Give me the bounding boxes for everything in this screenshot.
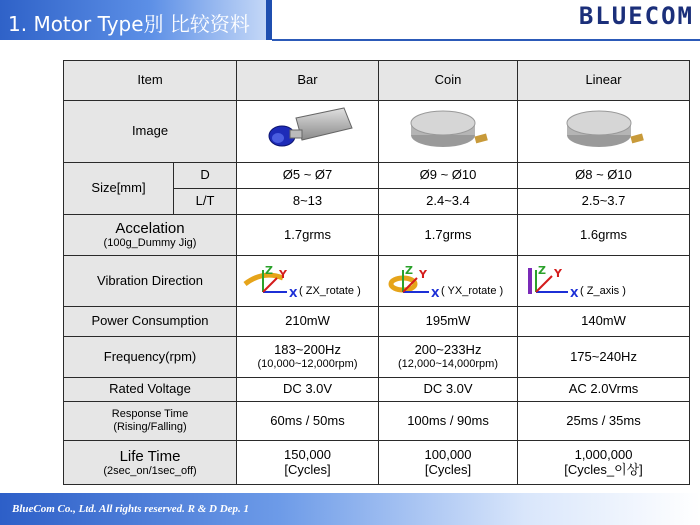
coin-lifetime [379, 441, 518, 485]
coin-lifetime-unit: [Cycles] [424, 461, 472, 477]
bar-vibration-text: ( ZX_rotate ) [299, 285, 361, 298]
coin-lifetime-value: 100,000 [424, 446, 472, 462]
header-row [64, 61, 690, 101]
coin-lt: 2.4~3.4 [379, 189, 518, 215]
bar-power: 210mW [237, 307, 379, 337]
footer-copyright: BlueCom Co., Ltd. All rights reserved. R & D Dep. 1 [12, 503, 250, 515]
voltage-row [64, 378, 690, 402]
yx-rotate-axis-icon [383, 264, 443, 300]
response-label: Response Time [111, 408, 189, 421]
lifetime-sub-label: (2sec_on/1sec_off) [103, 464, 197, 477]
bar-frequency-hz: 183~200Hz [274, 342, 341, 358]
response-label-cell [64, 402, 237, 441]
linear-lt: 2.5~3.7 [518, 189, 690, 215]
vibration-row [64, 256, 690, 307]
bar-lt: 8~13 [237, 189, 379, 215]
header-coin: Coin [379, 61, 518, 101]
z-axis-icon [522, 264, 582, 300]
accel-label-cell [64, 215, 237, 256]
vibration-label: Vibration Direction [64, 256, 237, 307]
header-divider [272, 39, 700, 41]
bar-frequency [237, 337, 379, 378]
frequency-row [64, 337, 690, 378]
y-axis-letter: Y [279, 268, 287, 281]
linear-voltage: AC 2.0Vrms [518, 378, 690, 402]
voltage-label: Rated Voltage [64, 378, 237, 402]
z-axis-letter: Z [265, 264, 273, 277]
bar-motor-icon [260, 104, 356, 156]
linear-power: 140mW [518, 307, 690, 337]
x-axis-letter: X [431, 287, 440, 300]
lt-label: L/T [174, 189, 237, 215]
linear-motor-icon [559, 105, 649, 155]
bar-motor-image [237, 101, 379, 163]
linear-lifetime-unit: [Cycles_이상] [564, 461, 643, 477]
coin-frequency-rpm: (12,000~14,000rpm) [398, 358, 498, 371]
footer-bar [0, 493, 700, 525]
z-axis-letter: Z [538, 264, 546, 277]
coin-response: 100ms / 90ms [379, 402, 518, 441]
coin-vibration [379, 256, 518, 307]
bar-frequency-rpm: (10,000~12,000rpm) [257, 358, 358, 371]
linear-accel: 1.6grms [518, 215, 690, 256]
size-d-row [64, 163, 690, 189]
header-linear: Linear [518, 61, 690, 101]
motor-comparison-table [63, 60, 690, 485]
image-label: Image [64, 101, 237, 163]
response-sub-label: (Rising/Falling) [113, 421, 187, 433]
linear-d: Ø8 ~ Ø10 [518, 163, 690, 189]
y-axis-letter: Y [419, 268, 427, 281]
linear-lifetime-value: 1,000,000 [574, 446, 633, 462]
bar-response: 60ms / 50ms [237, 402, 379, 441]
d-label: D [174, 163, 237, 189]
response-row [64, 402, 690, 441]
bar-accel: 1.7grms [237, 215, 379, 256]
linear-vibration [518, 256, 690, 307]
bar-lifetime-value: 150,000 [284, 446, 332, 462]
linear-frequency: 175~240Hz [518, 337, 690, 378]
y-axis-letter: Y [554, 267, 562, 280]
coin-d: Ø9 ~ Ø10 [379, 163, 518, 189]
z-axis-letter: Z [405, 264, 413, 277]
size-label: Size[mm] [64, 163, 174, 215]
bar-d: Ø5 ~ Ø7 [237, 163, 379, 189]
accel-sub-label: (100g_Dummy Jig) [103, 237, 197, 250]
coin-power: 195mW [379, 307, 518, 337]
x-axis-letter: X [570, 287, 579, 300]
bar-voltage: DC 3.0V [237, 378, 379, 402]
image-row [64, 101, 690, 163]
bar-lifetime-unit: [Cycles] [284, 461, 331, 477]
title-accent [266, 0, 272, 40]
coin-frequency-hz: 200~233Hz [414, 342, 482, 358]
linear-vibration-text: ( Z_axis ) [580, 285, 626, 298]
x-axis-letter: X [289, 287, 298, 300]
bluecom-logo: BLUECOM [578, 2, 694, 30]
lifetime-row [64, 441, 690, 485]
lifetime-label: Life Time [119, 447, 181, 465]
frequency-label: Frequency(rpm) [64, 337, 237, 378]
linear-response: 25ms / 35ms [518, 402, 690, 441]
power-label: Power Consumption [64, 307, 237, 337]
bar-lifetime [237, 441, 379, 485]
coin-accel: 1.7grms [379, 215, 518, 256]
lifetime-label-cell [64, 441, 237, 485]
header-bar: Bar [237, 61, 379, 101]
accel-label: Accelation [115, 220, 185, 238]
bar-vibration [237, 256, 379, 307]
coin-frequency [379, 337, 518, 378]
power-row [64, 307, 690, 337]
accel-row [64, 215, 690, 256]
coin-motor-icon [403, 105, 493, 155]
page-title: 1. Motor Type別 比较资料 [8, 12, 250, 36]
linear-lifetime [518, 441, 690, 485]
title-bar [0, 0, 272, 40]
coin-voltage: DC 3.0V [379, 378, 518, 402]
coin-vibration-text: ( YX_rotate ) [441, 285, 504, 298]
header-item: Item [64, 61, 237, 101]
linear-motor-image [518, 101, 690, 163]
coin-motor-image [379, 101, 518, 163]
zx-rotate-axis-icon [241, 264, 301, 300]
